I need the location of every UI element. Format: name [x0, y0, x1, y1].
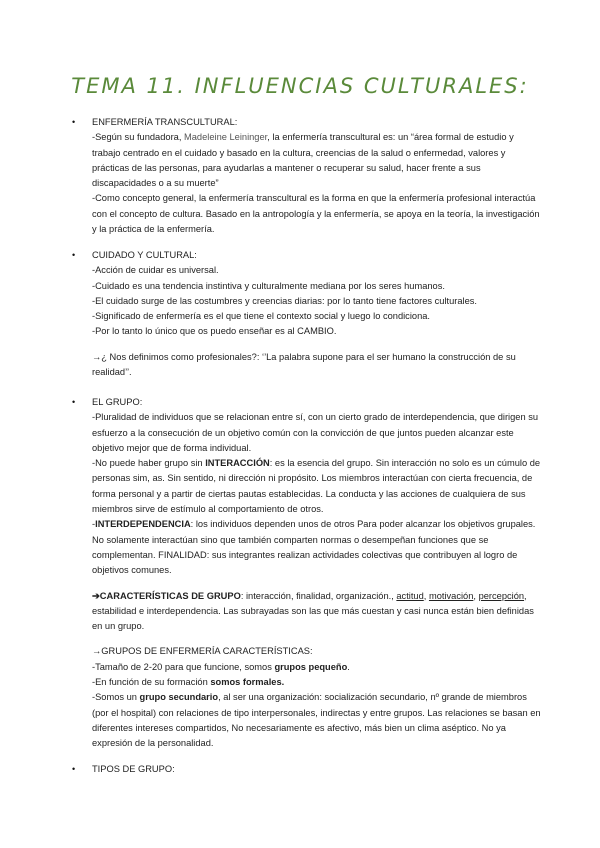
- arrow-icon: ➔: [92, 590, 100, 601]
- text-run: : es la esencia del grupo. Sin interacción no solo es un cúmulo de personas sim, as. Sin sentido, ni dirección ni propósito. Los miembros interactúan con cierta frecuencia, de forma personal y a partir de ciertas pautas establecidas. La conducta y las acciones de cualquiera de sus miembros sirve de estímulo al comportamiento de otros.: [92, 458, 541, 515]
- author-name: Madeleine Leininger: [184, 132, 268, 143]
- section-heading: EL GRUPO:: [92, 397, 143, 407]
- section-cuidado-cultural: [72, 248, 542, 380]
- list-item: -Significado de enfermería es el que tiene el contexto social y luego lo condiciona.: [92, 311, 430, 322]
- bullet-icon: •: [72, 250, 76, 260]
- spacer: [92, 634, 542, 644]
- list-item: [92, 675, 542, 690]
- section-heading: TIPOS DE GRUPO:: [92, 764, 175, 774]
- list-item: -Cuidado es una tendencia instintiva y culturalmente mediana por los seres humanos.: [92, 280, 445, 291]
- section-enfermeria-transcultural: [72, 115, 542, 237]
- question-paragraph: →¿ Nos definimos como profesionales?: ‘’La palabra supone para el ser humano la construcción de su realidad’’.: [92, 351, 516, 378]
- section-tipos-de-grupo: [72, 762, 542, 777]
- list-item: -Por lo tanto lo único que os puedo enseñar es al CAMBIO.: [92, 326, 337, 337]
- paragraph: [92, 517, 542, 578]
- text-run: : los individuos dependen unos de otros Para poder alcanzar los objetivos grupales. No solamente interactúan sino que también comparten normas o desempeñan funciones que se complementan. FINALIDAD: sus integrantes realizan actividades colectivas que contribuyen al logro de objetivos comunes.: [92, 519, 536, 576]
- list-item: [92, 660, 542, 675]
- bold-term: INTERDEPENDENCIA: [95, 519, 191, 530]
- underlined-term: motivación: [428, 590, 474, 601]
- text-run: ,: [473, 590, 479, 601]
- underlined-term: percepción: [478, 590, 525, 601]
- bullet-icon: •: [72, 397, 76, 407]
- text-run: -: [92, 519, 96, 530]
- bold-term: CARACTERÍSTICAS DE GRUPO: [99, 590, 241, 601]
- bold-term: INTERACCIÓN: [205, 458, 270, 469]
- text-run: , la enfermería transcultural es: un “área formal de estudio y trabajo centrado en el cuidado y basado en la cultura, creencias de la salud o enfermedad, valores y prácticas de las personas, para ayudarlas a mantener o recuperar su salud, hacer frente a sus discapacidades o a su muerte”: [92, 132, 514, 189]
- list-item: [92, 690, 542, 751]
- underlined-term: actitud: [396, 590, 424, 601]
- section-heading: ENFERMERÍA TRANSCULTURAL:: [92, 117, 238, 127]
- text-run: : interacción, finalidad, organización.,: [240, 590, 397, 601]
- spacer: [92, 340, 542, 350]
- text-run: -Según su fundadora,: [92, 132, 185, 143]
- subheading: →GRUPOS DE ENFERMERÍA CARACTERÍSTICAS:: [92, 646, 313, 657]
- bold-term: grupos pequeño: [274, 661, 348, 672]
- text-run: ,: [423, 590, 429, 601]
- characteristics-paragraph: [92, 589, 542, 635]
- text-run: -No puede haber grupo sin: [92, 458, 206, 469]
- paragraph: [92, 456, 542, 517]
- list-item: -El cuidado surge de las costumbres y creencias diarias: por lo tanto tiene factores culturales.: [92, 295, 477, 306]
- bold-term: grupo secundario: [139, 692, 219, 703]
- list-item: -Acción de cuidar es universal.: [92, 265, 219, 276]
- paragraph: -Pluralidad de individuos que se relacionan entre sí, con un cierto grado de interdependencia, que dirigen su esfuerzo a la consecución de un objetivo común con la convicción de que juntos pueden alcanzar este objetivo mejor que de forma individual.: [92, 412, 539, 453]
- text-run: -En función de su formación: [92, 677, 211, 688]
- text-run: -Somos un: [92, 692, 140, 703]
- spacer: [92, 579, 542, 589]
- page-title: TEMA 11. INFLUENCIAS CULTURALES:: [71, 74, 529, 98]
- bullet-icon: •: [72, 117, 76, 127]
- bold-term: somos formales.: [210, 677, 285, 688]
- text-run: , estabilidad e interdependencia. Las subrayadas son las que más cuestan y casi nunca están bien definidas en un grupo.: [92, 590, 534, 632]
- text-run: -Tamaño de 2-20 para que funcione, somos: [92, 661, 275, 672]
- section-el-grupo: [72, 395, 542, 752]
- paragraph: [92, 130, 542, 191]
- paragraph: -Como concepto general, la enfermería transcultural es la forma en que la enfermería profesional interactúa con el concepto de cultura. Basado en la antropología y la enfermería, se apoya en la teoría, la investigación y la práctica de la enfermería.: [92, 193, 540, 235]
- text-run: .: [347, 661, 350, 672]
- bullet-icon: •: [72, 764, 76, 774]
- section-heading: CUIDADO Y CULTURAL:: [92, 250, 197, 260]
- text-run: , al ser una organización: socialización secundario, nº grande de miembros (por el hospital) con relaciones de tipo interpersonales, indirectas y entre grupos. Las relaciones se basan en diferentes intereses compartidos, No necesariamente es afectivo, más bien un clima aséptico. No ya expresión de la personalidad.: [92, 692, 541, 749]
